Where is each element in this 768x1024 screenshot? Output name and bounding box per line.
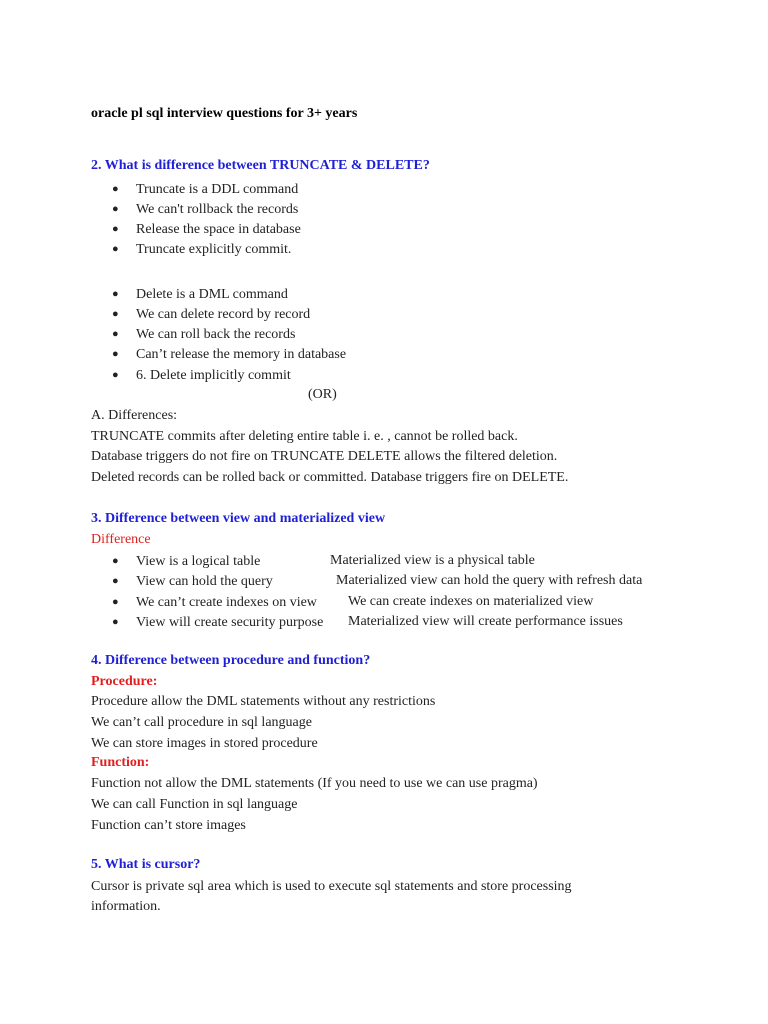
materialized-view-text: We can create indexes on materialized view	[348, 594, 594, 609]
materialized-view-text: Materialized view is a physical table	[330, 553, 535, 568]
list-item: ● Release the space in database	[112, 222, 301, 237]
procedure-line: We can’t call procedure in sql language	[91, 715, 312, 730]
bullet-icon: ●	[112, 183, 119, 195]
list-item: ● We can't rollback the records	[112, 202, 299, 217]
list-item: ● We can delete record by record	[112, 307, 311, 322]
answer-line: TRUNCATE commits after deleting entire table i. e. , cannot be rolled back.	[91, 429, 518, 444]
function-line: Function can’t store images	[91, 818, 246, 833]
bullet-icon: ●	[112, 203, 119, 215]
answer-label: A. Differences:	[91, 408, 178, 423]
bullet-icon: ●	[112, 575, 119, 587]
function-line: Function not allow the DML statements (If you need to use we can use pragma)	[91, 776, 538, 791]
question-3-heading: 3. Difference between view and materialized view	[91, 511, 386, 526]
or-separator: (OR)	[308, 387, 337, 402]
procedure-label: Procedure:	[91, 674, 158, 689]
comparison-row: ● View can hold the query Materialized view can hold the query with refresh data	[112, 573, 643, 589]
bullet-icon: ●	[112, 308, 119, 320]
bullet-icon: ●	[112, 288, 119, 300]
comparison-row: ● View will create security purpose Materialized view will create performance issues	[112, 614, 623, 630]
procedure-line: We can store images in stored procedure	[91, 736, 318, 751]
function-line: We can call Function in sql language	[91, 797, 298, 812]
list-item: ● Truncate explicitly commit.	[112, 242, 292, 257]
materialized-view-text: Materialized view can hold the query with refresh data	[336, 573, 643, 588]
bullet-icon: ●	[112, 596, 119, 608]
question-4-heading: 4. Difference between procedure and function?	[91, 653, 371, 668]
comparison-row: ● View is a logical table Materialized view is a physical table	[112, 553, 535, 569]
answer-line: Cursor is private sql area which is used to execute sql statements and store processing	[91, 879, 572, 894]
procedure-line: Procedure allow the DML statements without any restrictions	[91, 694, 436, 709]
list-item: ● Can’t release the memory in database	[112, 347, 347, 362]
document-title: oracle pl sql interview questions for 3+ years	[91, 106, 358, 121]
bullet-icon: ●	[112, 555, 119, 567]
list-item: ● We can roll back the records	[112, 327, 296, 342]
list-item: ● Delete is a DML command	[112, 287, 288, 302]
difference-subheading: Difference	[91, 532, 151, 547]
list-item: ● Truncate is a DDL command	[112, 182, 299, 197]
function-label: Function:	[91, 755, 150, 770]
comparison-row: ● We can’t create indexes on view We can create indexes on materialized view	[112, 594, 594, 610]
bullet-icon: ●	[112, 348, 119, 360]
answer-line: information.	[91, 899, 161, 914]
bullet-icon: ●	[112, 369, 119, 381]
bullet-icon: ●	[112, 616, 119, 628]
answer-line: Database triggers do not fire on TRUNCATE DELETE allows the filtered deletion.	[91, 449, 558, 464]
question-2-heading: 2. What is difference between TRUNCATE & DELETE?	[91, 158, 430, 173]
bullet-icon: ●	[112, 243, 119, 255]
materialized-view-text: Materialized view will create performance issues	[348, 614, 623, 629]
question-5-heading: 5. What is cursor?	[91, 857, 201, 872]
bullet-icon: ●	[112, 223, 119, 235]
bullet-icon: ●	[112, 328, 119, 340]
answer-line: Deleted records can be rolled back or committed. Database triggers fire on DELETE.	[91, 470, 569, 485]
list-item: ● 6. Delete implicitly commit	[112, 368, 291, 383]
